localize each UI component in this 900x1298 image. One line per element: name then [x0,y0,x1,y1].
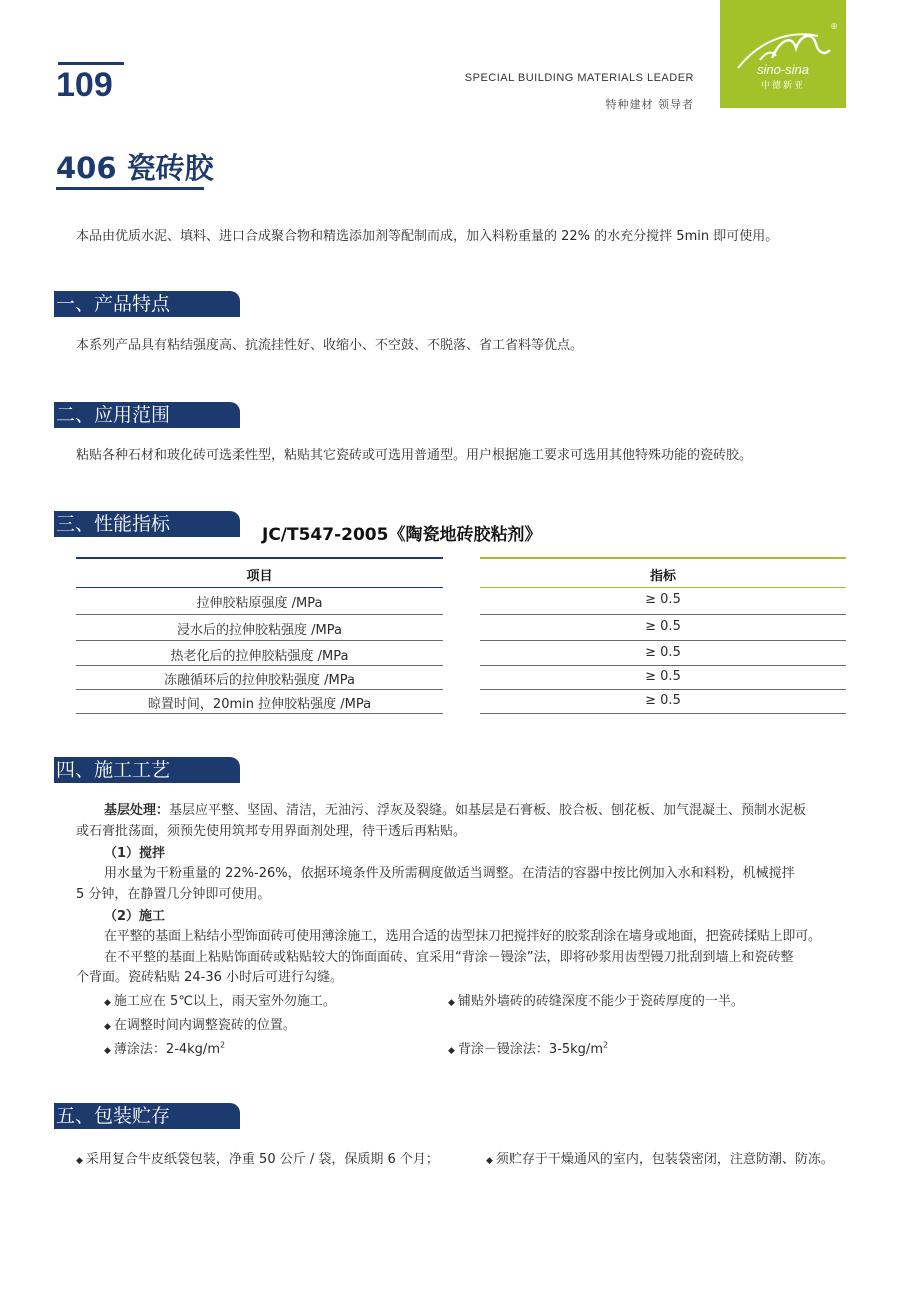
application-text-1: 在平整的基面上粘结小型饰面砖可使用薄涂施工，选用合适的齿型抹刀把搅拌好的胶浆刮涂在墙身或地面，把瓷砖揉贴上即可。 [104,929,821,944]
table-row-rule [480,614,846,615]
table-top-rule-right [480,557,846,559]
table-cell-value: ≥ 0.5 [645,669,681,684]
table-bottom-rule-right [480,713,846,714]
application-label: （2）施工 [104,909,166,924]
table-cell-value: ≥ 0.5 [645,592,681,607]
page-number-bar [58,62,124,65]
tagline-english: SPECIAL BUILDING MATERIALS LEADER [464,72,694,84]
application-text-3: 个背面。瓷砖粘贴 24-36 小时后可进行勾缝。 [76,970,344,985]
table-header-value: 指标 [649,569,676,584]
section-heading-storage: 五、包装贮存 [54,1103,240,1129]
page-number: 109 [56,66,113,104]
table-row: 拉伸胶粘原强度 /MPa [196,596,323,611]
tagline-chinese: 特种建材 领导者 [605,98,694,111]
section-heading-features: 一、产品特点 [54,291,240,317]
table-cell-value: ≥ 0.5 [645,693,681,708]
section-heading-performance: 三、性能指标 [54,511,240,537]
registered-mark: ® [830,22,838,31]
bullet-diamond-icon: ◆ [104,1046,111,1056]
bullet-diamond-icon: ◆ [76,1156,83,1166]
mixing-text-2: 5 分钟，在静置几分钟即可使用。 [76,887,271,902]
bullet-diamond-icon: ◆ [486,1156,493,1166]
table-row: 浸水后的拉伸胶粘强度 /MPa [177,623,342,638]
base-treatment-line-2: 或石膏批荡面，须预先使用筑邦专用界面剂处理，待干透后再粘贴。 [76,824,467,839]
bullet-diamond-icon: ◆ [448,1046,455,1056]
list-item: ◆ 施工应在 5℃以上，雨天室外勿施工。 [104,994,336,1009]
bullet-diamond-icon: ◆ [448,998,455,1008]
mixing-label: （1）搅拌 [104,846,166,861]
section-heading-scope: 二、应用范围 [54,402,240,428]
table-header-item: 项目 [246,569,273,584]
table-bottom-rule-left [76,713,443,714]
brand-logo [720,0,846,108]
base-treatment-label: 基层处理： [104,803,170,818]
logo-swoosh-icon [720,0,846,108]
list-item: ◆ 在调整时间内调整瓷砖的位置。 [104,1018,296,1033]
table-row-rule [480,640,846,641]
table-row: 冻融循环后的拉伸胶粘强度 /MPa [164,673,355,688]
table-row: 晾置时间，20min 拉伸胶粘强度 /MPa [147,697,372,712]
list-item: ◆ 采用复合牛皮纸袋包装，净重 50 公斤 / 袋，保质期 6 个月； [76,1152,439,1167]
bullet-diamond-icon: ◆ [104,1022,111,1032]
list-item: ◆ 须贮存于干燥通风的室内，包装袋密闭，注意防潮、防冻。 [486,1152,834,1167]
application-text-2: 在不平整的基面上粘贴饰面砖或粘贴较大的饰面面砖、宜采用“背涂－镘涂”法，即将砂浆用齿型镘刀批刮到墙上和瓷砖整 [104,950,794,965]
base-treatment-text: 基层应平整、坚固、清洁，无油污、浮灰及裂缝。如基层是石膏板、胶合板、刨花板、加气混凝土、预制水泥板 [169,803,807,818]
table-header-rule-right [480,587,846,588]
table-row-rule [76,665,443,666]
table-row: 热老化后的拉伸胶粘强度 /MPa [170,649,349,664]
product-title: 406 瓷砖胶 [56,151,214,185]
logo-wordmark: sino-sina [756,62,810,77]
list-item-thin-coat: ◆ 薄涂法：$2-4kg/m^2$ [104,1040,226,1057]
bullet-diamond-icon: ◆ [104,998,111,1008]
mixing-text-1: 用水量为干粉重量的 22%-26%，依据环境条件及所需稠度做适当调整。在清洁的容器中按比例加入水和料粉，机械搅拌 [104,866,795,881]
table-header-rule-left [76,587,443,588]
table-top-rule-left [76,557,443,559]
title-underline [56,187,204,190]
scope-text: 粘贴各种石材和玻化砖可选柔性型，粘贴其它瓷砖或可选用普通型。用户根据施工要求可选用其他特殊功能的瓷砖胶。 [76,448,753,463]
table-row-rule [76,689,443,690]
section-heading-process: 四、施工工艺 [54,757,240,783]
table-row-rule [480,689,846,690]
table-cell-value: ≥ 0.5 [645,645,681,660]
product-intro: 本品由优质水泥、填料、进口合成聚合物和精选添加剂等配制而成，加入料粉重量的 22% 的水充分搅拌 5min 即可使用。 [76,229,779,244]
features-text: 本系列产品具有粘结强度高、抗流挂性好、收缩小、不空鼓、不脱落、省工省料等优点。 [76,338,584,353]
table-row-rule [480,665,846,666]
logo-chinese-name: 中德新亚 [760,81,805,91]
base-treatment-line-1 [104,800,806,822]
table-row-rule [76,640,443,641]
standard-title: JC/T547-2005《陶瓷地砖胶粘剂》 [262,525,542,545]
table-cell-value: ≥ 0.5 [645,619,681,634]
list-item: ◆ 铺贴外墙砖的砖缝深度不能少于瓷砖厚度的一半。 [448,994,744,1009]
table-row-rule [76,614,443,615]
list-item-back-coat: ◆ 背涂－镘涂法：$3-5kg/m^2$ [448,1040,609,1057]
